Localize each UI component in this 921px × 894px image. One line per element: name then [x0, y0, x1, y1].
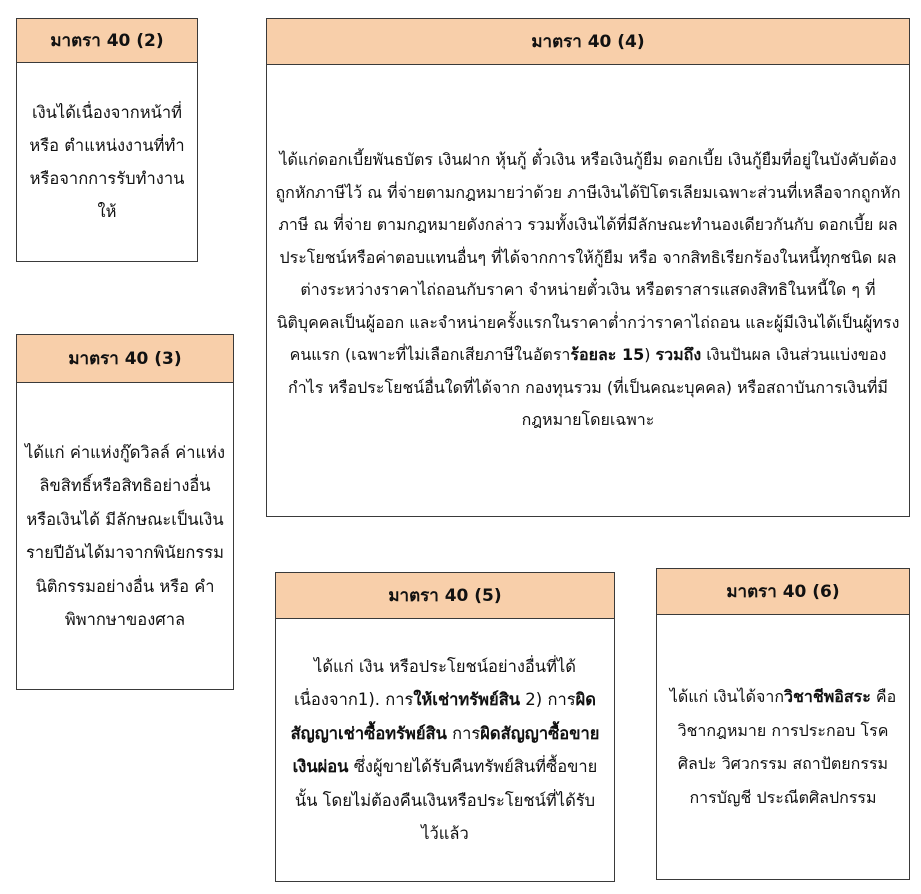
section-40-4-text-c: เงินปันผล เงินส่วนแบ่งของกำไร หรือประโยชน์อื่นใดที่ได้จาก กองทุนรวม (ที่เป็นคณะบุคคล) หรือสถาบันการเงินที่มีกฎหมายโดยเฉพาะ [288, 345, 888, 430]
section-40-3-box [16, 334, 234, 690]
section-40-2-title: มาตรา 40 (2) [17, 19, 197, 63]
section-40-5-box [275, 572, 615, 882]
section-40-6-body [657, 615, 909, 879]
section-40-5-bold-b: ผิดสัญญาเช่าซื้อทรัพย์สิน [290, 690, 596, 743]
section-40-3-body [17, 383, 233, 689]
section-40-4-text [275, 144, 901, 437]
section-40-5-text-a: ได้แก่ เงิน หรือประโยชน์อย่างอื่นที่ได้เนื่องจาก1). การ [294, 656, 576, 709]
section-40-3-text: ได้แก่ ค่าแห่งกู๊ดวิลล์ ค่าแห่งลิขสิทธิ์หรือสิทธิอย่างอื่น หรือเงินได้ มีลักษณะเป็นเงินรายปีอันได้มาจากพินัยกรรม นิติกรรมอย่างอื่น หรือ คำพิพากษาของศาล [24, 442, 226, 629]
section-40-5-text-c: การ [446, 723, 481, 743]
section-40-6-bold-a: วิชาชีพอิสระ [784, 687, 871, 706]
section-40-2-text: เงินได้เนื่องจากหน้าที่หรือ ตำแหน่งงานที่ทำหรือจากการรับทำงานให้ [29, 103, 185, 221]
section-40-5-text-b: 2) การ [520, 690, 576, 709]
section-40-6-text-a: ได้แก่ เงินได้จาก [669, 687, 785, 706]
section-40-6-text [663, 680, 903, 814]
section-40-4-text-a: ได้แก่ดอกเบี้ยพันธบัตร เงินฝาก หุ้นกู้ ตั๋วเงิน หรือเงินกู้ยืม ดอกเบี้ย เงินกู้ยืมที่อยู่ในบังคับต้องถูกหักภาษีไว้ ณ ที่จ่ายตามกฎหมายว่าด้วย ภาษีเงินได้ปิโตรเลียมเฉพาะส่วนที่เหลือจากถูกหักภาษี ณ ที่จ่าย ตามกฎหมายดังกล่าว รวมทั้งเงินได้ที่มีลักษณะทำนองเดียวกันกับ ดอกเบี้ย ผลประโยชน์หรือค่าตอบแทนอื่นๆ ที่ได้จากการให้กู้ยืม หรือ จากสิทธิเรียกร้องในหนี้ทุกชนิด ผลต่างระหว่างราคาไถ่ถอนกับราคา จำหน่ายตั๋วเงิน หรือตราสารแสดงสิทธิในหนี้ใด ๆ ที่นิติบุคคลเป็นผู้ออก และจำหน่ายครั้งแรกในราคาต่ำกว่าราคาไถ่ถอน และผู้มีเงินได้เป็นผู้ทรงคนแรก (เฉพาะที่ไม่เลือกเสียภาษีในอัตรา [275, 150, 901, 365]
section-40-5-body [276, 619, 614, 881]
section-40-4-body [267, 65, 909, 516]
section-40-2-body [17, 63, 197, 261]
section-40-5-title: มาตรา 40 (5) [276, 573, 614, 619]
section-40-6-title: มาตรา 40 (6) [657, 569, 909, 615]
section-40-5-bold-a: ให้เช่าทรัพย์สิน [413, 690, 521, 709]
section-40-4-title: มาตรา 40 (4) [267, 19, 909, 65]
section-40-6-text-b: คือ วิชากฎหมาย การประกอบ โรคศิลปะ วิศวกรรม สถาปัตยกรรม การบัญชี ประณีตศิลปกรรม [677, 687, 897, 807]
section-40-2-box [16, 18, 198, 262]
section-40-4-bold-a: ร้อยละ 15 [570, 345, 645, 365]
section-40-5-text [288, 650, 602, 851]
section-40-4-box [266, 18, 910, 517]
section-40-3-title: มาตรา 40 (3) [17, 335, 233, 383]
section-40-4-bold-b: รวมถึง [655, 345, 702, 365]
section-40-5-text-d: ซึ่งผู้ขายได้รับคืนทรัพย์สินที่ซื้อขายนั้น โดยไม่ต้องคืนเงินหรือประโยชน์ที่ได้รับไว้แล้ว [294, 757, 598, 843]
section-40-4-text-b: ) [644, 345, 651, 365]
section-40-5-bold-c: ผิดสัญญาซื้อขายเงินผ่อน [292, 723, 600, 776]
section-40-6-box [656, 568, 910, 880]
